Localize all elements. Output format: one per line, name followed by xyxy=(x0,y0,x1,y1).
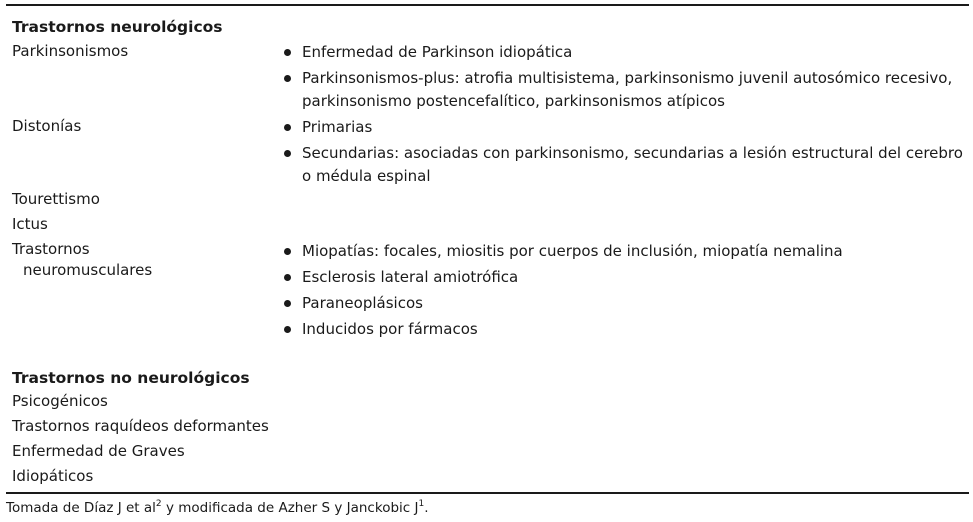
category-enfermedad-graves: Enfermedad de Graves xyxy=(12,442,185,460)
category-label-line2: neuromusculares xyxy=(23,261,153,279)
bullet-icon xyxy=(284,75,291,82)
category-psicogenicos: Psicogénicos xyxy=(12,392,108,410)
bullet-icon xyxy=(284,326,291,333)
source-text: Tomada de Díaz J et al xyxy=(6,500,156,516)
list-item-text: Esclerosis lateral amiotrófica xyxy=(302,268,519,286)
list-item xyxy=(284,266,964,289)
category-tourettismo: Tourettismo xyxy=(12,190,100,208)
list-item xyxy=(284,292,964,315)
list-item xyxy=(284,240,964,263)
bullet-icon xyxy=(284,150,291,157)
bullet-icon xyxy=(284,300,291,307)
category-parkinsonismos: Parkinsonismos xyxy=(12,42,129,60)
category-trastornos-neuromusculares xyxy=(12,239,152,281)
list-item-text: Miopatías: focales, miositis por cuerpos de inclusión, miopatía nemalina xyxy=(302,242,843,260)
reference-superscript: 1 xyxy=(418,499,425,509)
table-bottom-rule xyxy=(6,492,969,494)
table-top-rule xyxy=(6,4,969,6)
category-label-line1: Trastornos xyxy=(12,240,90,258)
category-trastornos-raquideos: Trastornos raquídeos deformantes xyxy=(12,417,269,435)
source-note xyxy=(6,498,429,518)
list-item-text: Inducidos por fármacos xyxy=(302,320,478,338)
list-item-text: Paraneoplásicos xyxy=(302,294,423,312)
list-item-text: Secundarias: asociadas con parkinsonismo, secundarias a lesión estructural del cerebro o médula espinal xyxy=(302,144,963,185)
bullet-icon xyxy=(284,248,291,255)
section-heading-non-neurological: Trastornos no neurológicos xyxy=(12,369,250,387)
bullet-icon xyxy=(284,49,291,56)
source-text: y modificada de Azher S y Janckobic J xyxy=(161,500,419,516)
list-item-text: Enfermedad de Parkinson idiopática xyxy=(302,43,573,61)
category-idiopaticos: Idiopáticos xyxy=(12,467,94,485)
source-text: . xyxy=(424,500,429,516)
section-heading-neurological: Trastornos neurológicos xyxy=(12,18,223,36)
list-item xyxy=(284,116,964,139)
list-item xyxy=(284,142,964,188)
bullet-icon xyxy=(284,124,291,131)
category-distonias: Distonías xyxy=(12,117,82,135)
category-ictus: Ictus xyxy=(12,215,48,233)
list-item xyxy=(284,318,964,341)
bullet-icon xyxy=(284,274,291,281)
list-item xyxy=(284,67,964,113)
list-item xyxy=(284,41,964,64)
list-item-text: Parkinsonismos-plus: atrofia multisistema, parkinsonismo juvenil autosómico recesivo, parkinsonismo postencefalítico, parkinsonismos atípicos xyxy=(302,69,953,110)
list-item-text: Primarias xyxy=(302,118,373,136)
reference-superscript: 2 xyxy=(155,499,162,509)
